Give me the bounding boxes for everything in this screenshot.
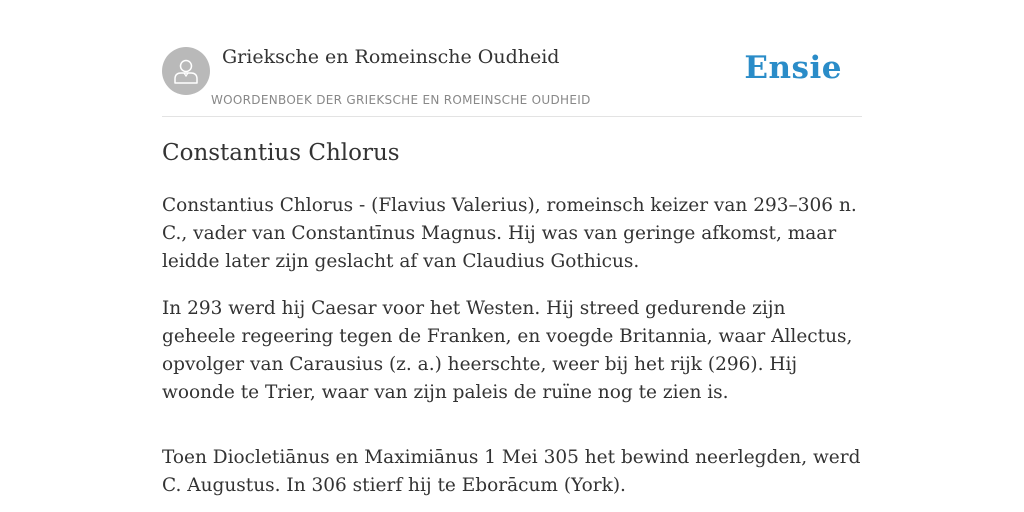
- article-paragraph: In 293 werd hij Caesar voor het Westen. Hij streed gedurende zijn geheele regeering tegen de Franken, en voegde Britannia, waar Allectus, opvolger van Carausius (z. a.) heerschte, weer bij het rijk (296). Hij woonde te Trier, waar van zijn paleis de ruïne nog te zien is.: [162, 298, 853, 403]
- page-title: Constantius Chlorus: [162, 140, 400, 166]
- user-icon: [171, 56, 201, 86]
- avatar[interactable]: [162, 47, 210, 95]
- source-subtitle: WOORDENBOEK DER GRIEKSCHE EN ROMEINSCHE OUDHEID: [211, 93, 591, 107]
- article-paragraph: Toen Diocletiānus en Maximiānus 1 Mei 305 het bewind neerlegden, werd C. Augustus. In 306 stierf hij te Eborācum (York).: [162, 447, 861, 496]
- source-title[interactable]: Grieksche en Romeinsche Oudheid: [222, 46, 560, 68]
- header: [162, 0, 862, 117]
- article-body: [162, 192, 862, 512]
- page-container: [162, 0, 862, 496]
- brand-logo[interactable]: Ensie: [744, 50, 842, 86]
- article-paragraph: Constantius Chlorus - (Flavius Valerius), romeinsch keizer van 293–306 n. C., vader van Constantīnus Magnus. Hij was van geringe afkomst, maar leidde later zijn geslacht af van Claudius Gothicus.: [162, 195, 857, 272]
